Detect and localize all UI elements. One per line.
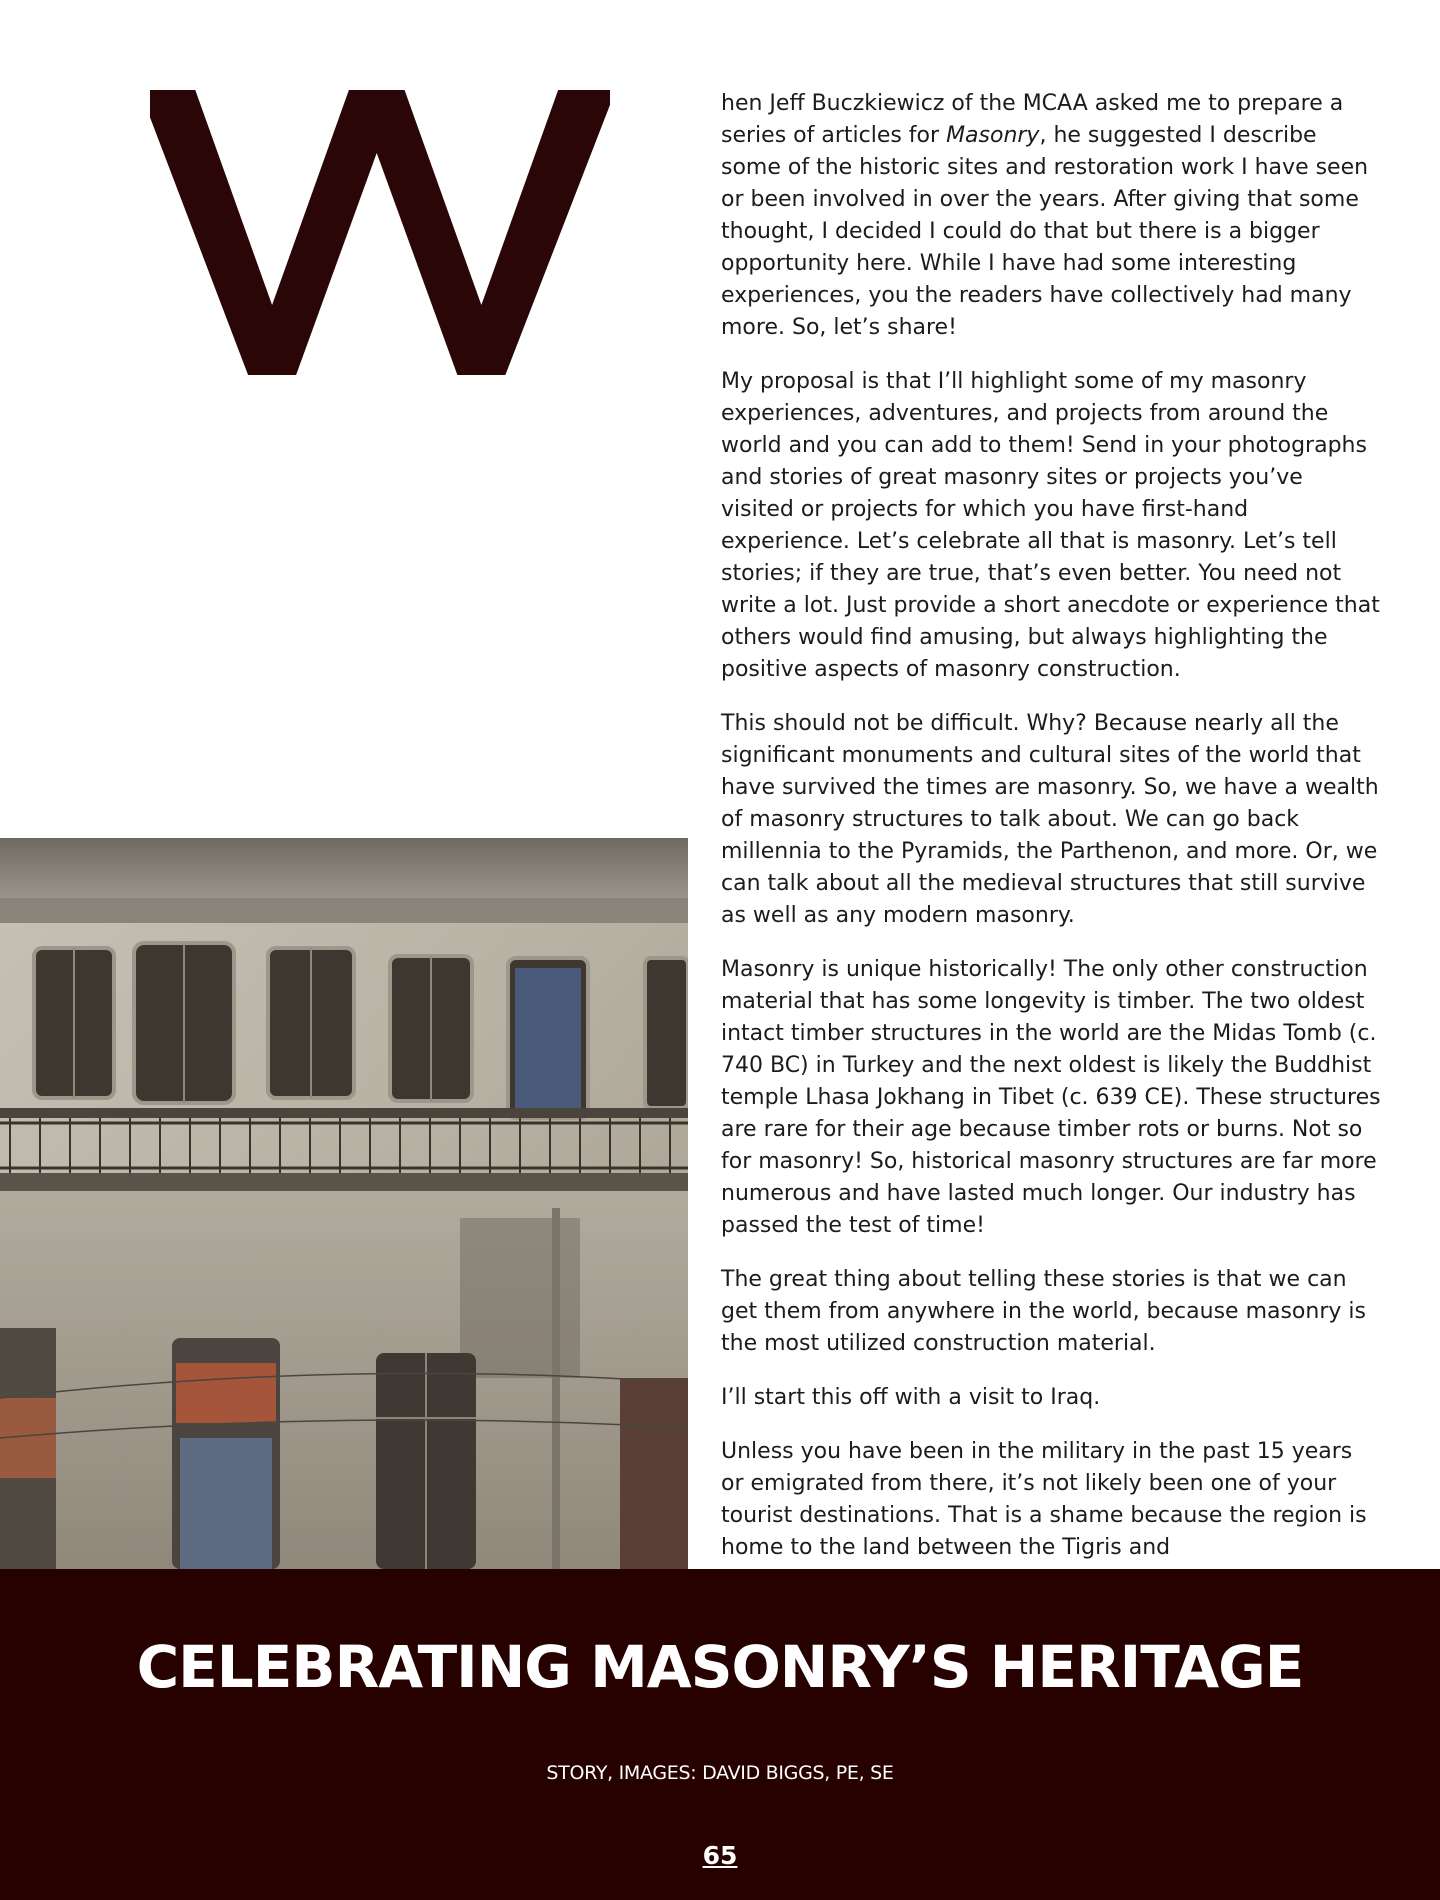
article-byline: STORY, IMAGES: DAVID BIGGS, PE, SE bbox=[546, 1762, 894, 1784]
article-paragraph bbox=[721, 708, 1381, 932]
text-run: , he suggested I describe some of the historic sites and restoration work I have seen or been involved in over the years. After giving that some thought, I decided I could do that but there is a bigger opportunity here. While I have had some interesting experiences, you the readers have collectively had many more. So, let’s share! bbox=[721, 123, 1369, 340]
article-paragraph bbox=[721, 366, 1381, 686]
article-paragraph bbox=[721, 954, 1381, 1242]
article-title: CELEBRATING MASONRY’S HERITAGE bbox=[136, 1633, 1304, 1701]
italic-text: Masonry bbox=[946, 123, 1040, 148]
title-banner bbox=[0, 1569, 1440, 1900]
text-run: This should not be difficult. Why? Because nearly all the significant monuments and cultural sites of the world that have survived the times are masonry. So, we have a wealth of masonry structures to talk about. We can go back millennia to the Pyramids, the Parthenon, and more. Or, we can talk about all the medieval structures that still survive as well as any modern masonry. bbox=[721, 711, 1379, 928]
building-photo bbox=[0, 838, 688, 1569]
drop-cap-letter bbox=[150, 20, 610, 380]
article-body bbox=[721, 88, 1381, 1586]
page-number: 65 bbox=[702, 1841, 738, 1870]
article-paragraph bbox=[721, 1264, 1381, 1360]
article-paragraph bbox=[721, 1436, 1381, 1564]
text-run: Masonry is unique historically! The only other construction material that has some longevity is timber. The two oldest intact timber structures in the world are the Midas Tomb (c. 740 BC) in Turkey and the next oldest is likely the Buddhist temple Lhasa Jokhang in Tibet (c. 639 CE). These structures are rare for their age because timber rots or burns. Not so for masonry! So, historical masonry structures are far more numerous and have lasted much longer. Our industry has passed the test of time! bbox=[721, 957, 1381, 1238]
article-paragraph bbox=[721, 88, 1381, 344]
article-paragraph bbox=[721, 1382, 1381, 1414]
text-run: hen Jeff Buczkiewicz of the MCAA asked me to prepare a series of articles for bbox=[721, 91, 1344, 148]
text-run: I’ll start this off with a visit to Iraq. bbox=[721, 1385, 1101, 1410]
text-run: My proposal is that I’ll highlight some of my masonry experiences, adventures, and projects from around the world and you can add to them! Send in your photographs and stories of great masonry sites or projects you’ve visited or projects for which you have first-hand experience. Let’s celebrate all that is masonry. Let’s tell stories; if they are true, that’s even better. You need not write a lot. Just provide a short anecdote or experience that others would find amusing, but always highlighting the positive aspects of masonry construction. bbox=[721, 369, 1380, 682]
text-run: The great thing about telling these stories is that we can get them from anywhere in the world, because masonry is the most utilized construction material. bbox=[721, 1267, 1366, 1356]
text-run: Unless you have been in the military in the past 15 years or emigrated from there, it’s not likely been one of your tourist destinations. That is a shame because the region is home to the land between the Tigris and bbox=[721, 1439, 1367, 1560]
